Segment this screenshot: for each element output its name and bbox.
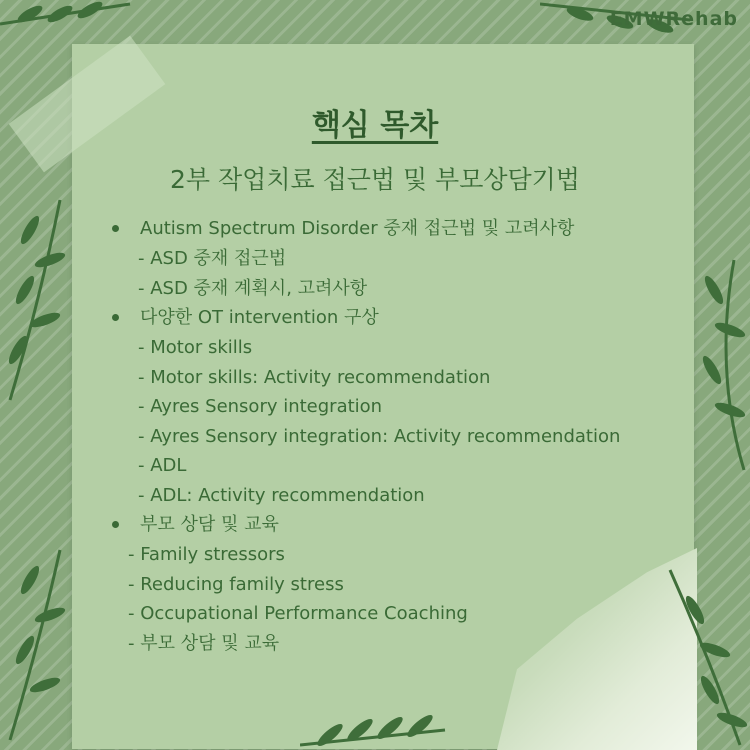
- leaf-branch-icon: [0, 0, 140, 40]
- list-item: - Motor skills: [138, 337, 253, 358]
- list-item: - ASD 중재 계획시, 고려사항: [138, 277, 368, 299]
- leaf-branch-icon: [300, 690, 450, 750]
- section-title: Autism Spectrum Disorder 중재 접근법 및 고려사항: [110, 214, 710, 244]
- leaf-branch-icon: [0, 540, 74, 750]
- table-of-contents: [110, 214, 710, 658]
- list-item: - ADL: [138, 455, 187, 476]
- page-title: 핵심 목차: [311, 108, 439, 143]
- list-item: - Ayres Sensory integration: Activity recommendation: [138, 425, 621, 447]
- list-item: - Reducing family stress: [128, 573, 344, 595]
- bullet-icon: [112, 314, 119, 321]
- list-item: - Family stressors: [128, 544, 285, 565]
- section-title: 다양한 OT intervention 구상: [110, 303, 710, 333]
- list-item: - Ayres Sensory integration: [138, 396, 383, 417]
- leaf-branch-icon: [0, 190, 74, 410]
- list-item: - Occupational Performance Coaching: [128, 603, 468, 624]
- list-item: - ADL: Activity recommendation: [138, 484, 425, 506]
- page-subtitle: 2부 작업치료 접근법 및 부모상담기법: [170, 165, 580, 194]
- brand-logo: EMWRehab: [609, 8, 738, 30]
- list-item: - Motor skills: Activity recommendation: [138, 366, 491, 388]
- list-item: - 부모 상담 및 교육: [128, 632, 280, 654]
- list-item: - ASD 중재 접근법: [138, 248, 287, 269]
- bullet-icon: [112, 225, 119, 232]
- bullet-icon: [112, 521, 119, 528]
- section-title: 부모 상담 및 교육: [110, 510, 710, 540]
